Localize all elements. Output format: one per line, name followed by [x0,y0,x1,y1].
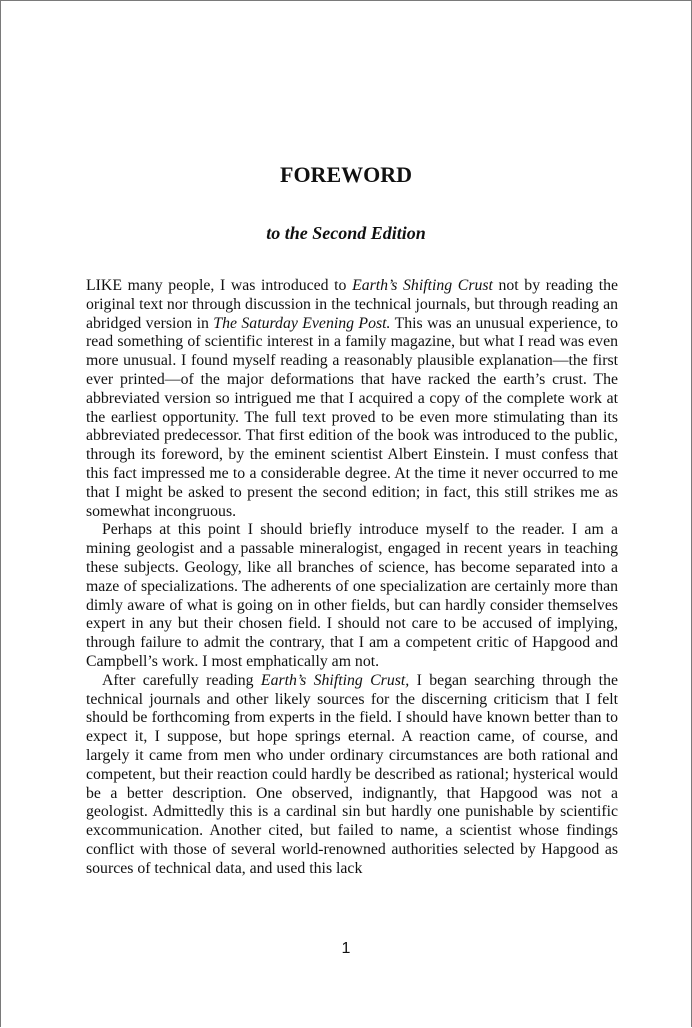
text-run: After carefully reading [102,671,261,689]
magazine-title: The Saturday Evening Post. [213,314,391,332]
text-run: This was an unusual experience, to read something of scientific interest in a family magazine, but what I read was even more unusual. I found myself reading a reasonably plausible explanation—the first ever printed—of the major deformations that have racked the earth’s crust. The abbreviated version so intrigued me that I acquired a copy of the complete work at the earliest opportunity. The full text proved to be even more stimulating than its abbreviated predecessor. That first edition of the book was introduced to the public, through its foreword, by the eminent scientist Albert Einstein. I must confess that this fact impressed me to a considerable degree. At the time it never occurred to me that I might be asked to present the second edition; in fact, this still strikes me as somewhat incongruous. [86,314,618,520]
page-subtitle: to the Second Edition [266,223,426,243]
body-text [86,277,618,879]
paragraph-1 [86,277,618,521]
text-run: Perhaps at this point I should briefly introduce myself to the reader. I am a mining geologist and a passable mineralogist, engaged in recent years in teaching these subjects. Geology, like all branches of science, has become separated into a maze of specializations. The adherents of one specialization are certainly more than dimly aware of what is going on in other fields, but can hardly consider themselves expert in any but their chosen field. I should not care to be accused of implying, through failure to admit the contrary, that I am a competent critic of Hapgood and Campbell’s work. I most emphatically am not. [86,521,618,670]
text-run: not by reading the original text nor through discussion in the technical journals, but through reading an abridged version in [86,277,618,332]
text-run: I began searching through the technical journals and other likely sources for the discerning criticism that I felt should be forthcoming from experts in the field. I should have known better than to expect it, I suppose, but hope springs eternal. A reaction came, of course, and largely it came from men who under ordinary circumstances are both rational and competent, but their reaction could hardly be described as rational; hysterical would be a better description. One observed, indignantly, that Hapgood was not a geologist. Admittedly this is a cardinal sin but hardly one punishable by scientific excommunication. Another cited, but failed to name, a scientist whose findings conflict with those of several world-renowned authorities selected by Hapgood as sources of technical data, and used this lack [86,671,618,877]
page-title: FOREWORD [280,162,412,187]
page-number: 1 [341,940,351,957]
text-run: LIKE many people, I was introduced to [86,277,353,294]
book-title: Earth’s Shifting Crust, [260,671,410,689]
paragraph-2 [86,521,618,671]
paragraph-3 [86,672,618,879]
book-title: Earth’s Shifting Crust [352,277,493,294]
